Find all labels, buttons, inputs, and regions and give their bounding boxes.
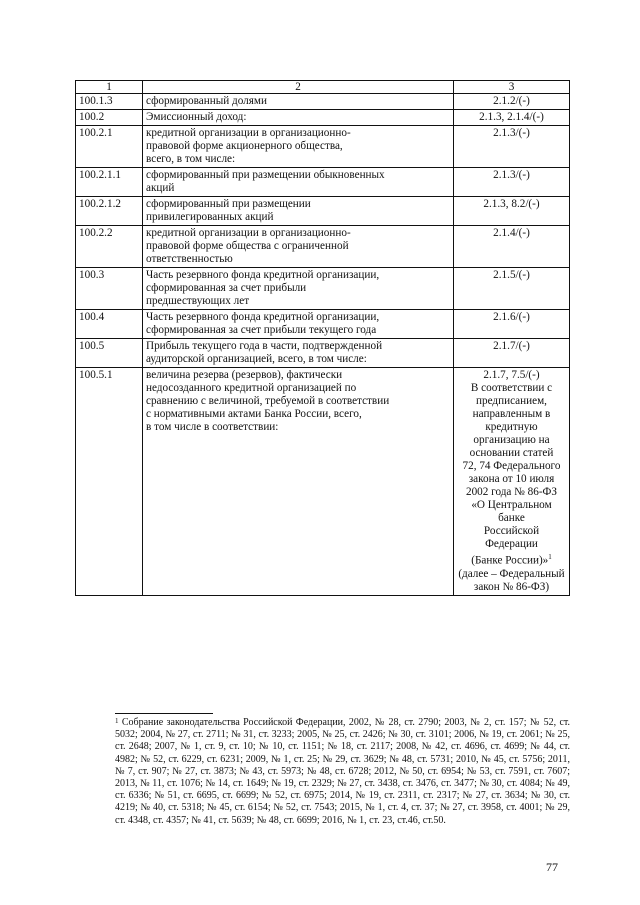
table-row (76, 339, 570, 368)
table-row (76, 197, 570, 226)
row-description: Часть резервного фонда кредитной организации, сформированная за счет прибыли предшествующих лет (143, 268, 454, 310)
row-reference: 2.1.3, 2.1.4/(-) (454, 110, 570, 126)
row-code: 100.3 (76, 268, 143, 310)
row-reference: 2.1.3/(-) (454, 126, 570, 168)
footnote-ref-marker: 1 (548, 553, 552, 561)
table-row (76, 268, 570, 310)
header-col-1: 1 (76, 81, 143, 94)
row-code: 100.2.1.1 (76, 168, 143, 197)
row-reference: 2.1.3/(-) (454, 168, 570, 197)
row-reference: 2.1.3, 8.2/(-) (454, 197, 570, 226)
row-description: сформированный при размещении привилегированных акций (143, 197, 454, 226)
footnote-divider (115, 713, 213, 714)
row-description: Эмиссионный доход: (143, 110, 454, 126)
footnote-text: Собрание законодательства Российской Федерации, 2002, № 28, ст. 2790; 2003, № 2, ст. 157; № 52, ст. 5032; 2004, № 27, ст. 2711; № 31, ст. 3233; 2005, № 25, ст. 2426; № 30, ст. 3101; 2006, № 19, ст. 2061; № 25, ст. 2648; 2007, № 1, ст. 9, ст. 10; № 10, ст. 1151; № 18, ст. 2117; 2008, № 42, ст. 4696, ст. 4699; № 44, ст. 4982; № 52, ст. 6229, ст. 6231; 2009, № 1, ст. 25; № 29, ст. 3629; № 48, ст. 5731; 2010, № 45, ст. 5756; 2011, № 7, ст. 907; № 27, ст. 3873; № 43, ст. 5973; № 48, ст. 6728; 2012, № 50, ст. 6954; № 53, ст. 7591, ст. 7607; 2013, № 11, ст. 1076; № 14, ст. 1649; № 19, ст. 2329; № 27, ст. 3438, ст. 3476, ст. 3477; № 30, ст. 4084; № 49, ст. 6336; № 51, ст. 6695, ст. 6699; № 52, ст. 6975; 2014, № 19, ст. 2311, ст. 2317; № 27, ст. 3634; № 30, ст. 4219; № 40, ст. 5318; № 45, ст. 6154; № 52, ст. 7543; 2015, № 1, ст. 4, ст. 37; № 27, ст. 3958, ст. 4001; № 29, ст. 4348, ст. 4357; № 41, ст. 5639; № 48, ст. 6699; 2016, № 1, ст. 23, ст.46, ст.50. (115, 717, 571, 826)
header-col-2: 2 (143, 81, 454, 94)
row-code: 100.5.1 (76, 368, 143, 596)
page-number: 77 (546, 860, 558, 874)
table-row (76, 310, 570, 339)
row-code: 100.5 (76, 339, 143, 368)
table-header-row (76, 81, 570, 94)
table-row (76, 94, 570, 110)
reference-text-tail: (далее – Федеральный закон № 86-ФЗ) (458, 567, 565, 593)
footnote-marker: 1 (115, 717, 119, 725)
row-code: 100.1.3 (76, 94, 143, 110)
row-code: 100.2.1.2 (76, 197, 143, 226)
row-code: 100.2.1 (76, 126, 143, 168)
table-row (76, 168, 570, 197)
row-reference: 2.1.4/(-) (454, 226, 570, 268)
row-reference: 2.1.6/(-) (454, 310, 570, 339)
row-description: величина резерва (резервов), фактически недосозданного кредитной организацией по сравнению с величиной, требуемой в соответствии с нормативными актами Банка России, всего, в том числе в соответствии: (143, 368, 454, 596)
row-reference: 2.1.5/(-) (454, 268, 570, 310)
row-reference: 2.1.7/(-) (454, 339, 570, 368)
reference-text: 2.1.7, 7.5/(-) В соответствии с предписанием, направленным в кредитную организацию на основании статей 72, 74 Федерального закона от 10 июля 2002 года № 86-ФЗ «О Центральном банке Российской Федерации (Банке России)» (462, 369, 561, 567)
row-description: Часть резервного фонда кредитной организации, сформированная за счет прибыли текущего года (143, 310, 454, 339)
row-reference (454, 368, 570, 596)
row-code: 100.2.2 (76, 226, 143, 268)
row-description: сформированный при размещении обыкновенных акций (143, 168, 454, 197)
row-description: сформированный долями (143, 94, 454, 110)
table-row (76, 368, 570, 596)
data-table (75, 80, 570, 596)
table-row (76, 226, 570, 268)
table-body (76, 81, 570, 596)
row-code: 100.2 (76, 110, 143, 126)
row-description: кредитной организации в организационно- правовой форме общества с ограниченной ответственностью (143, 226, 454, 268)
row-reference: 2.1.2/(-) (454, 94, 570, 110)
row-code: 100.4 (76, 310, 143, 339)
footnote (115, 717, 570, 827)
header-col-3: 3 (454, 81, 570, 94)
row-description: кредитной организации в организационно- правовой форме акционерного общества, всего, в том числе: (143, 126, 454, 168)
table-row (76, 110, 570, 126)
table-row (76, 126, 570, 168)
row-description: Прибыль текущего года в части, подтвержденной аудиторской организацией, всего, в том числе: (143, 339, 454, 368)
